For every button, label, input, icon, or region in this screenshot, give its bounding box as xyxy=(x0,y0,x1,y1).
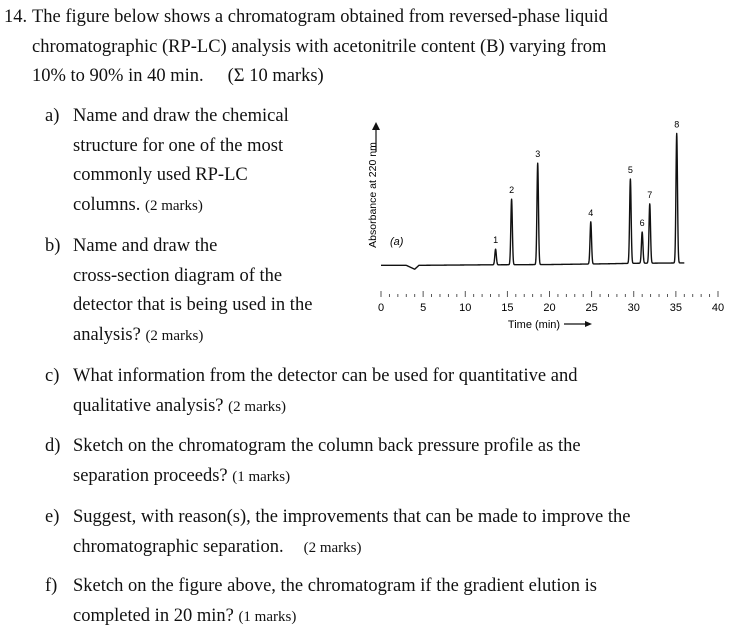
peak-label-7: 7 xyxy=(647,189,653,200)
part-e-label: e) xyxy=(45,507,60,527)
part-a-marks: (2 marks) xyxy=(144,198,203,214)
x-tick-label-20: 20 xyxy=(543,302,556,314)
part-d-label: d) xyxy=(45,436,61,456)
chromatogram-chart xyxy=(356,100,734,340)
part-b-line-4: analysis? (2 marks) xyxy=(73,325,204,345)
part-c-label: c) xyxy=(45,366,60,386)
question-line-3: 10% to 90% in 40 min. (Σ 10 marks) xyxy=(32,66,324,86)
question-line-2: chromatographic (RP-LC) analysis with acetonitrile content (B) varying from xyxy=(32,37,607,57)
peak-label-6: 6 xyxy=(639,218,645,229)
peak-label-8: 8 xyxy=(674,119,680,130)
part-a-line-4: columns. (2 marks) xyxy=(73,195,203,215)
question-number: 14. xyxy=(4,7,28,27)
x-tick-label-30: 30 xyxy=(627,302,640,314)
question-line-1: The figure below shows a chromatogram obtained from reversed-phase liquid xyxy=(32,7,608,27)
peak-label-5: 5 xyxy=(627,165,633,176)
part-b-line-1: Name and draw the xyxy=(73,236,218,256)
peak-label-2: 2 xyxy=(509,185,515,196)
part-b-line-3: detector that is being used in the xyxy=(73,295,313,315)
part-f-label: f) xyxy=(45,576,58,596)
part-c-line-2: qualitative analysis? (2 marks) xyxy=(73,396,287,416)
part-f-line-1: Sketch on the figure above, the chromatogram if the gradient elution is xyxy=(73,576,598,596)
peak-label-1: 1 xyxy=(493,235,499,246)
part-e-line-1: Suggest, with reason(s), the improvements that can be made to improve the xyxy=(73,507,631,527)
x-tick-label-25: 25 xyxy=(585,302,598,314)
chromatogram-trace xyxy=(381,134,684,270)
part-e-line-2: chromatographic separation. (2 marks) xyxy=(73,537,362,557)
part-a-line-1: Name and draw the chemical xyxy=(73,106,289,126)
y-axis-arrowhead xyxy=(372,122,380,130)
part-b-marks: (2 marks) xyxy=(145,328,204,344)
x-tick-label-10: 10 xyxy=(459,302,472,314)
part-f-marks: (1 marks) xyxy=(238,609,297,625)
part-c-marks: (2 marks) xyxy=(228,399,287,415)
x-tick-label-40: 40 xyxy=(711,302,725,314)
x-axis-arrowhead xyxy=(585,321,592,327)
part-e-marks: (2 marks) xyxy=(303,540,362,556)
peak-label-4: 4 xyxy=(588,207,594,218)
x-tick-label-35: 35 xyxy=(669,302,682,314)
part-b-line-2: cross-section diagram of the xyxy=(73,266,283,286)
part-c-line-1: What information from the detector can be used for quantitative and xyxy=(73,366,578,386)
part-a-line-2: structure for one of the most xyxy=(73,136,284,156)
part-a-line-3: commonly used RP-LC xyxy=(73,165,248,185)
panel-label: (a) xyxy=(390,236,404,248)
part-a-label: a) xyxy=(45,106,60,126)
x-tick-label-15: 15 xyxy=(501,302,514,314)
part-d-line-2: separation proceeds? (1 marks) xyxy=(73,466,291,486)
part-d-marks: (1 marks) xyxy=(232,469,291,485)
part-d-line-1: Sketch on the chromatogram the column back pressure profile as the xyxy=(73,436,581,456)
total-marks: (Σ 10 marks) xyxy=(227,66,324,86)
peak-label-3: 3 xyxy=(535,149,541,160)
part-f-line-2: completed in 20 min? (1 marks) xyxy=(73,606,297,626)
x-tick-label-5: 5 xyxy=(420,302,427,314)
x-axis-label: Time (min) xyxy=(507,319,561,331)
x-tick-label-0: 0 xyxy=(377,302,385,314)
y-axis-label: Absorbance at 220 nm xyxy=(367,142,379,248)
part-b-label: b) xyxy=(45,236,61,256)
